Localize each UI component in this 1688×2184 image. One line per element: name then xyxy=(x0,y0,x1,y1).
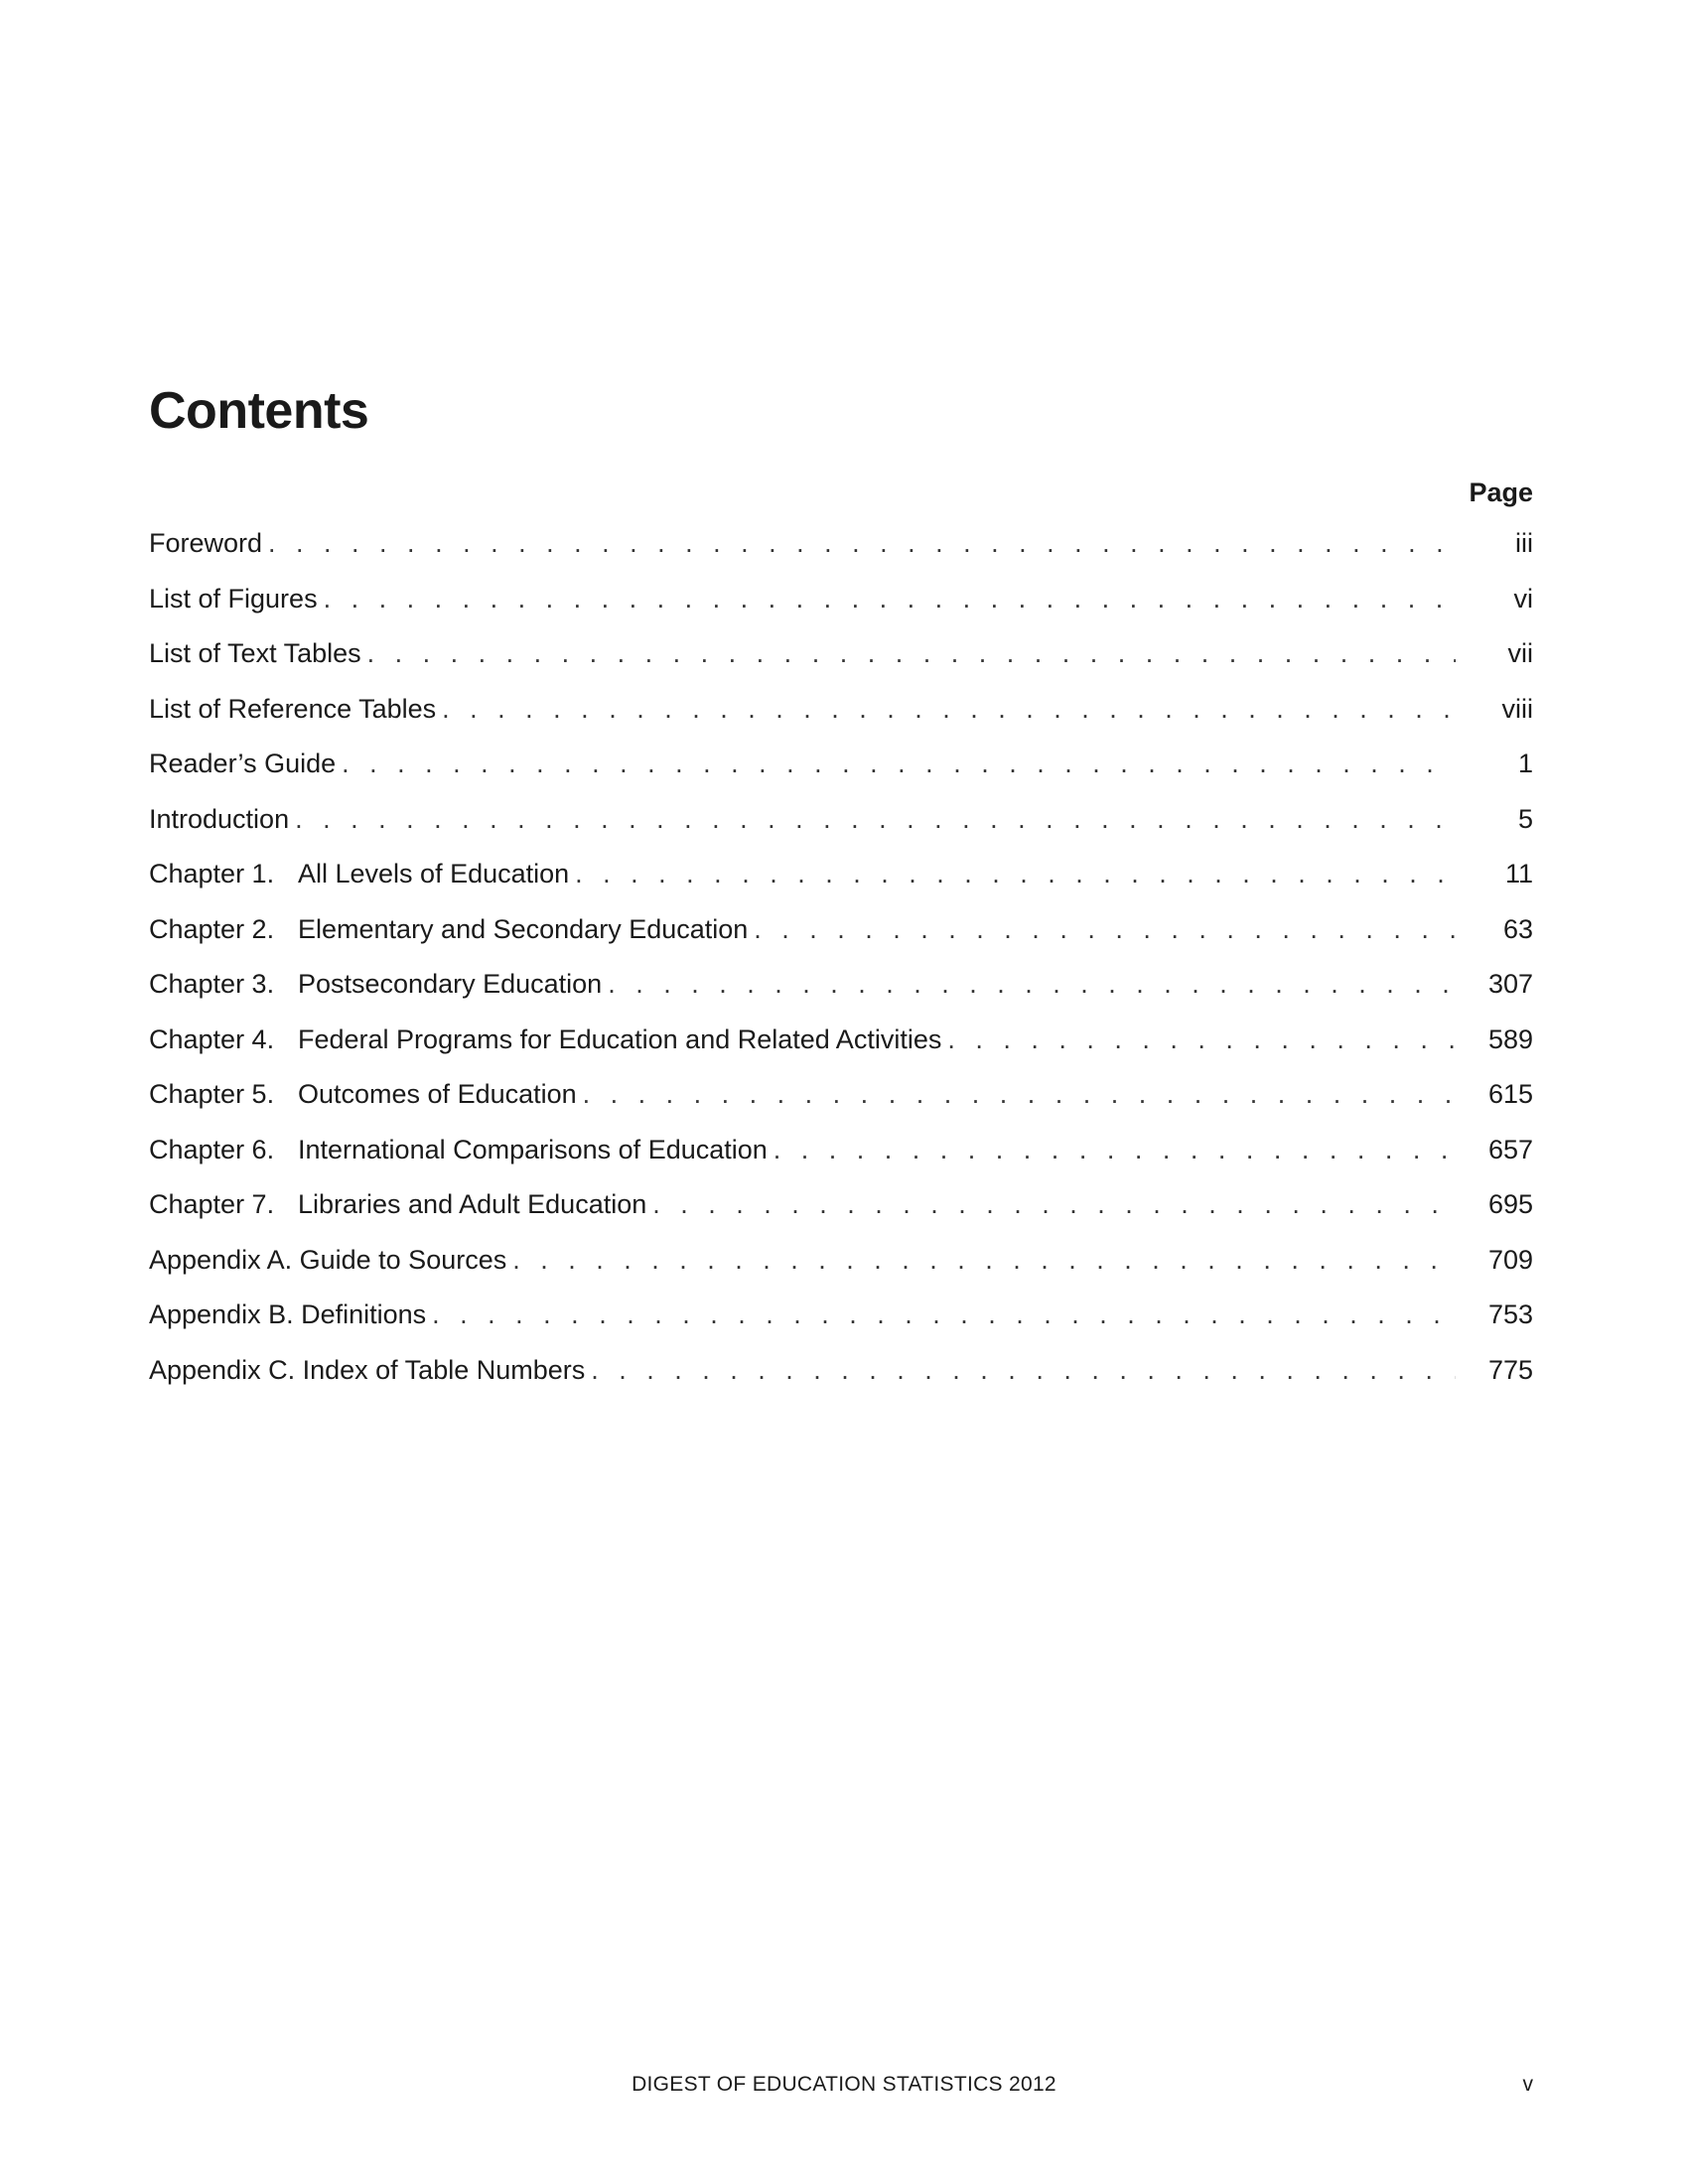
toc-entry-title: List of Reference Tables xyxy=(149,693,437,724)
toc-entry-title: Reader’s Guide xyxy=(149,749,337,778)
toc-dot-leader xyxy=(947,1023,1456,1056)
toc-entry-page: vi xyxy=(1513,583,1533,614)
toc-entry-title: Elementary and Secondary Education xyxy=(298,913,749,944)
toc-chapter-number: Chapter 6. xyxy=(149,1134,275,1164)
toc-entry[interactable] xyxy=(149,1353,1533,1409)
table-of-contents xyxy=(149,526,1533,1408)
toc-entry-page: 615 xyxy=(1487,1079,1533,1109)
toc-entry-title: Appendix A. Guide to Sources xyxy=(149,1244,507,1275)
toc-entry[interactable] xyxy=(149,747,1533,802)
toc-entry-title: Introduction xyxy=(149,803,290,834)
footer-page-number: v xyxy=(1522,2073,1533,2096)
toc-entry-page: viii xyxy=(1501,693,1533,724)
footer-publication-title: DIGEST OF EDUCATION STATISTICS 2012 xyxy=(632,2073,1056,2096)
page-title: Contents xyxy=(149,382,369,440)
toc-entry-title: Libraries and Adult Education xyxy=(298,1189,647,1219)
toc-entry-title: List of Text Tables xyxy=(149,638,361,668)
toc-entry-title: International Comparisons of Education xyxy=(298,1134,768,1164)
toc-dot-leader xyxy=(652,1187,1456,1221)
page-column-header: Page xyxy=(1469,478,1533,507)
toc-entry-title: Postsecondary Education xyxy=(298,969,603,999)
toc-dot-leader xyxy=(512,1243,1456,1277)
toc-entry[interactable] xyxy=(149,1243,1533,1298)
toc-entry-title: Appendix B. Definitions xyxy=(149,1299,427,1329)
toc-entry[interactable] xyxy=(149,692,1533,748)
toc-chapter-number: Chapter 7. xyxy=(149,1189,275,1219)
toc-dot-leader xyxy=(774,1133,1456,1166)
toc-entry[interactable] xyxy=(149,857,1533,912)
toc-entry[interactable] xyxy=(149,1187,1533,1243)
toc-entry[interactable] xyxy=(149,636,1533,692)
toc-entry-page: 1 xyxy=(1517,749,1533,778)
toc-dot-leader xyxy=(575,857,1456,890)
toc-entry[interactable] xyxy=(149,802,1533,858)
toc-chapter-number: Chapter 3. xyxy=(149,969,275,999)
toc-entry-page: 11 xyxy=(1504,859,1533,888)
toc-entry-title: Foreword xyxy=(149,528,263,558)
toc-entry-page: 5 xyxy=(1517,803,1533,834)
toc-entry[interactable] xyxy=(149,1023,1533,1078)
toc-dot-leader xyxy=(324,582,1456,615)
toc-entry-page: 775 xyxy=(1487,1354,1533,1385)
toc-entry-page: 307 xyxy=(1487,969,1533,999)
toc-dot-leader xyxy=(342,747,1456,780)
toc-entry[interactable] xyxy=(149,1077,1533,1133)
toc-entry-page: vii xyxy=(1507,638,1533,668)
toc-dot-leader xyxy=(608,967,1456,1001)
toc-entry-title: Federal Programs for Education and Related Activities xyxy=(298,1024,942,1054)
toc-entry-title: Outcomes of Education xyxy=(298,1079,577,1109)
toc-entry[interactable] xyxy=(149,582,1533,637)
toc-dot-leader xyxy=(754,912,1456,946)
toc-dot-leader xyxy=(268,526,1456,560)
toc-entry-title: All Levels of Education xyxy=(298,859,570,888)
toc-entry-page: 657 xyxy=(1487,1134,1533,1164)
toc-entry-page: 589 xyxy=(1487,1024,1533,1054)
toc-entry-title: Appendix C. Index of Table Numbers xyxy=(149,1354,586,1385)
toc-dot-leader xyxy=(432,1297,1456,1331)
toc-chapter-number: Chapter 1. xyxy=(149,859,275,888)
toc-entry[interactable] xyxy=(149,1297,1533,1353)
toc-chapter-number: Chapter 5. xyxy=(149,1079,275,1109)
toc-dot-leader xyxy=(583,1077,1456,1111)
toc-dot-leader xyxy=(295,802,1456,836)
toc-dot-leader xyxy=(367,636,1456,670)
toc-entry-page: iii xyxy=(1515,528,1533,558)
toc-dot-leader xyxy=(442,692,1456,726)
toc-entry[interactable] xyxy=(149,967,1533,1023)
toc-entry[interactable] xyxy=(149,526,1533,582)
toc-entry-page: 753 xyxy=(1487,1299,1533,1329)
toc-entry-page: 695 xyxy=(1487,1189,1533,1219)
toc-entry-title: List of Figures xyxy=(149,583,318,614)
toc-entry[interactable] xyxy=(149,912,1533,968)
toc-entry-page: 63 xyxy=(1502,913,1533,944)
toc-entry[interactable] xyxy=(149,1133,1533,1188)
toc-chapter-number: Chapter 4. xyxy=(149,1024,275,1054)
toc-entry-page: 709 xyxy=(1487,1244,1533,1275)
toc-dot-leader xyxy=(591,1353,1456,1387)
toc-chapter-number: Chapter 2. xyxy=(149,913,275,944)
